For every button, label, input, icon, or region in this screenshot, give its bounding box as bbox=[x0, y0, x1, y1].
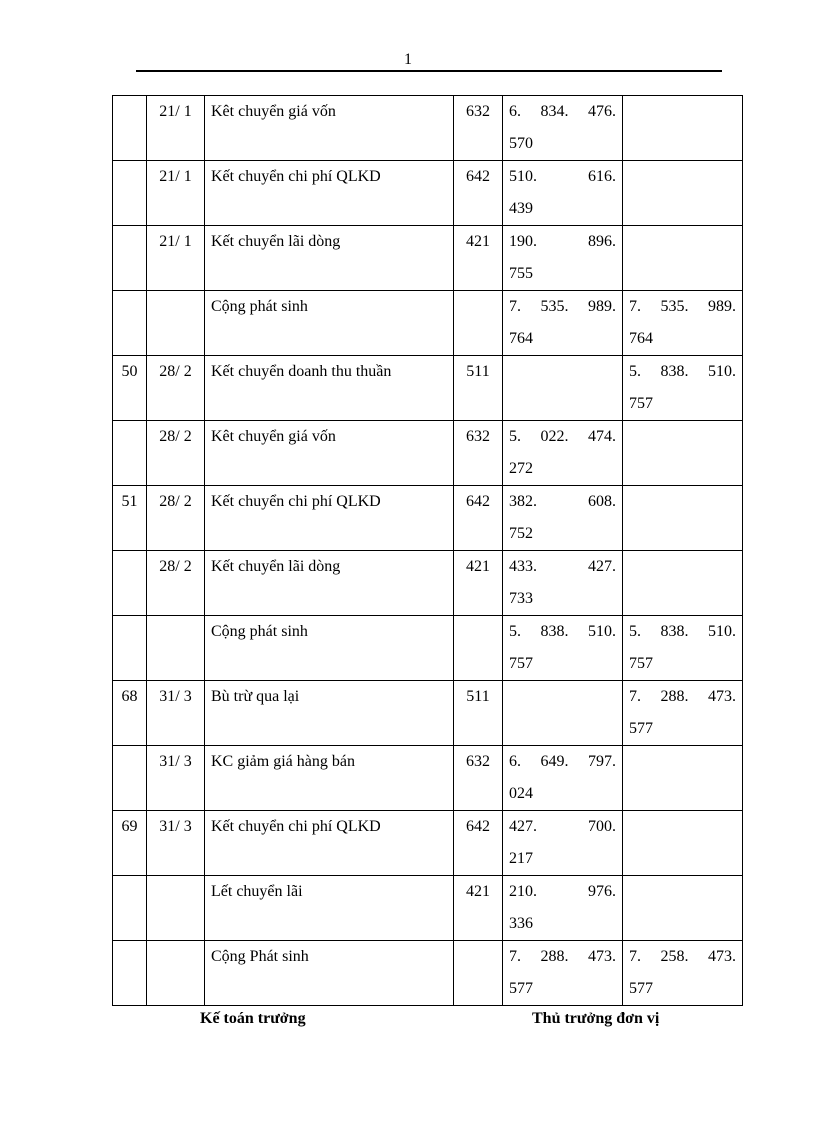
debit-amount-line-2: 336 bbox=[509, 915, 533, 932]
description-cell: KC giảm giá hàng bán bbox=[205, 746, 454, 811]
debit-amount-line-1: 382. 608. bbox=[509, 493, 616, 510]
credit-amount-line-1: 7. 258. 473. bbox=[629, 948, 736, 965]
account-cell: 511 bbox=[454, 356, 503, 421]
credit-amount-cell bbox=[623, 291, 743, 356]
description-cell: Kết chuyển lãi dòng bbox=[205, 551, 454, 616]
signature-chief-accountant: Kế toán trưởng bbox=[200, 1010, 306, 1027]
date-cell: 31/ 3 bbox=[147, 811, 205, 876]
credit-amount-cell bbox=[623, 161, 743, 226]
debit-amount-cell bbox=[503, 486, 623, 551]
voucher-number-cell bbox=[113, 96, 147, 161]
debit-amount-line-2: 733 bbox=[509, 590, 533, 607]
table-row bbox=[113, 941, 743, 1006]
voucher-number-cell bbox=[113, 616, 147, 681]
credit-amount-cell bbox=[623, 356, 743, 421]
date-cell: 21/ 1 bbox=[147, 96, 205, 161]
account-cell: 632 bbox=[454, 421, 503, 486]
debit-amount-line-2: 757 bbox=[509, 655, 533, 672]
debit-amount-line-1: 210. 976. bbox=[509, 883, 616, 900]
debit-amount-line-1: 5. 838. 510. bbox=[509, 623, 616, 640]
credit-amount-line-1: 5. 838. 510. bbox=[629, 363, 736, 380]
debit-amount-cell bbox=[503, 421, 623, 486]
table-row bbox=[113, 551, 743, 616]
debit-amount-line-1: 7. 288. 473. bbox=[509, 948, 616, 965]
description-cell: Cộng Phát sinh bbox=[205, 941, 454, 1006]
voucher-number-cell: 50 bbox=[113, 356, 147, 421]
debit-amount-cell bbox=[503, 161, 623, 226]
table-row bbox=[113, 811, 743, 876]
credit-amount-cell bbox=[623, 616, 743, 681]
description-cell: Bù trừ qua lại bbox=[205, 681, 454, 746]
debit-amount-cell bbox=[503, 681, 623, 746]
debit-amount-line-1: 510. 616. bbox=[509, 168, 616, 185]
account-cell: 511 bbox=[454, 681, 503, 746]
table-row bbox=[113, 291, 743, 356]
table-row bbox=[113, 356, 743, 421]
debit-amount-cell bbox=[503, 96, 623, 161]
voucher-number-cell: 69 bbox=[113, 811, 147, 876]
credit-amount-cell bbox=[623, 551, 743, 616]
voucher-number-cell: 51 bbox=[113, 486, 147, 551]
voucher-number-cell bbox=[113, 226, 147, 291]
account-cell bbox=[454, 941, 503, 1006]
date-cell: 28/ 2 bbox=[147, 421, 205, 486]
account-cell: 642 bbox=[454, 486, 503, 551]
debit-amount-cell bbox=[503, 356, 623, 421]
table-row bbox=[113, 746, 743, 811]
credit-amount-cell bbox=[623, 681, 743, 746]
debit-amount-cell bbox=[503, 616, 623, 681]
debit-amount-cell bbox=[503, 876, 623, 941]
date-cell bbox=[147, 941, 205, 1006]
credit-amount-line-1: 7. 288. 473. bbox=[629, 688, 736, 705]
header-rule bbox=[136, 70, 722, 72]
debit-amount-cell bbox=[503, 291, 623, 356]
table-row bbox=[113, 616, 743, 681]
credit-amount-line-2: 757 bbox=[629, 395, 653, 412]
debit-amount-line-1: 427. 700. bbox=[509, 818, 616, 835]
account-cell bbox=[454, 291, 503, 356]
description-cell: Kêt chuyển giá vốn bbox=[205, 96, 454, 161]
description-cell: Kêt chuyển giá vốn bbox=[205, 421, 454, 486]
account-cell: 642 bbox=[454, 811, 503, 876]
debit-amount-line-2: 024 bbox=[509, 785, 533, 802]
ledger-body bbox=[113, 96, 743, 1006]
debit-amount-cell bbox=[503, 811, 623, 876]
voucher-number-cell bbox=[113, 746, 147, 811]
credit-amount-line-2: 757 bbox=[629, 655, 653, 672]
debit-amount-line-1: 433. 427. bbox=[509, 558, 616, 575]
voucher-number-cell bbox=[113, 876, 147, 941]
signature-unit-head: Thủ trưởng đơn vị bbox=[532, 1010, 660, 1027]
credit-amount-cell bbox=[623, 96, 743, 161]
credit-amount-cell bbox=[623, 941, 743, 1006]
debit-amount-line-2: 577 bbox=[509, 980, 533, 997]
credit-amount-cell bbox=[623, 811, 743, 876]
voucher-number-cell bbox=[113, 421, 147, 486]
date-cell: 21/ 1 bbox=[147, 226, 205, 291]
account-cell: 642 bbox=[454, 161, 503, 226]
credit-amount-line-1: 7. 535. 989. bbox=[629, 298, 736, 315]
date-cell: 21/ 1 bbox=[147, 161, 205, 226]
voucher-number-cell bbox=[113, 161, 147, 226]
debit-amount-cell bbox=[503, 746, 623, 811]
account-cell: 421 bbox=[454, 876, 503, 941]
table-row bbox=[113, 421, 743, 486]
debit-amount-line-2: 439 bbox=[509, 200, 533, 217]
credit-amount-line-2: 764 bbox=[629, 330, 653, 347]
description-cell: Cộng phát sinh bbox=[205, 616, 454, 681]
voucher-number-cell bbox=[113, 941, 147, 1006]
voucher-number-cell bbox=[113, 551, 147, 616]
debit-amount-line-2: 755 bbox=[509, 265, 533, 282]
debit-amount-line-2: 570 bbox=[509, 135, 533, 152]
table-row bbox=[113, 161, 743, 226]
account-cell: 632 bbox=[454, 96, 503, 161]
date-cell bbox=[147, 616, 205, 681]
date-cell bbox=[147, 876, 205, 941]
debit-amount-line-1: 5. 022. 474. bbox=[509, 428, 616, 445]
table-row bbox=[113, 681, 743, 746]
credit-amount-line-2: 577 bbox=[629, 980, 653, 997]
description-cell: Kết chuyển lãi dòng bbox=[205, 226, 454, 291]
debit-amount-line-2: 217 bbox=[509, 850, 533, 867]
description-cell: Lết chuyển lãi bbox=[205, 876, 454, 941]
table-row bbox=[113, 226, 743, 291]
table-row bbox=[113, 486, 743, 551]
table-row bbox=[113, 96, 743, 161]
account-cell bbox=[454, 616, 503, 681]
debit-amount-line-2: 272 bbox=[509, 460, 533, 477]
account-cell: 421 bbox=[454, 226, 503, 291]
date-cell bbox=[147, 291, 205, 356]
date-cell: 28/ 2 bbox=[147, 551, 205, 616]
description-cell: Kết chuyển chi phí QLKD bbox=[205, 486, 454, 551]
table-row bbox=[113, 876, 743, 941]
description-cell: Cộng phát sinh bbox=[205, 291, 454, 356]
credit-amount-line-2: 577 bbox=[629, 720, 653, 737]
date-cell: 28/ 2 bbox=[147, 356, 205, 421]
credit-amount-cell bbox=[623, 876, 743, 941]
account-cell: 421 bbox=[454, 551, 503, 616]
credit-amount-cell bbox=[623, 226, 743, 291]
page-number: 1 bbox=[404, 51, 412, 68]
debit-amount-line-2: 752 bbox=[509, 525, 533, 542]
credit-amount-line-1: 5. 838. 510. bbox=[629, 623, 736, 640]
description-cell: Kết chuyển chi phí QLKD bbox=[205, 161, 454, 226]
account-cell: 632 bbox=[454, 746, 503, 811]
debit-amount-line-2: 764 bbox=[509, 330, 533, 347]
ledger-table bbox=[112, 95, 743, 1006]
date-cell: 31/ 3 bbox=[147, 681, 205, 746]
debit-amount-line-1: 6. 834. 476. bbox=[509, 103, 616, 120]
debit-amount-cell bbox=[503, 551, 623, 616]
debit-amount-cell bbox=[503, 941, 623, 1006]
description-cell: Kết chuyển doanh thu thuần bbox=[205, 356, 454, 421]
date-cell: 28/ 2 bbox=[147, 486, 205, 551]
credit-amount-cell bbox=[623, 746, 743, 811]
debit-amount-line-1: 6. 649. 797. bbox=[509, 753, 616, 770]
description-cell: Kết chuyển chi phí QLKD bbox=[205, 811, 454, 876]
debit-amount-cell bbox=[503, 226, 623, 291]
date-cell: 31/ 3 bbox=[147, 746, 205, 811]
voucher-number-cell bbox=[113, 291, 147, 356]
debit-amount-line-1: 190. 896. bbox=[509, 233, 616, 250]
voucher-number-cell: 68 bbox=[113, 681, 147, 746]
credit-amount-cell bbox=[623, 486, 743, 551]
debit-amount-line-1: 7. 535. 989. bbox=[509, 298, 616, 315]
credit-amount-cell bbox=[623, 421, 743, 486]
